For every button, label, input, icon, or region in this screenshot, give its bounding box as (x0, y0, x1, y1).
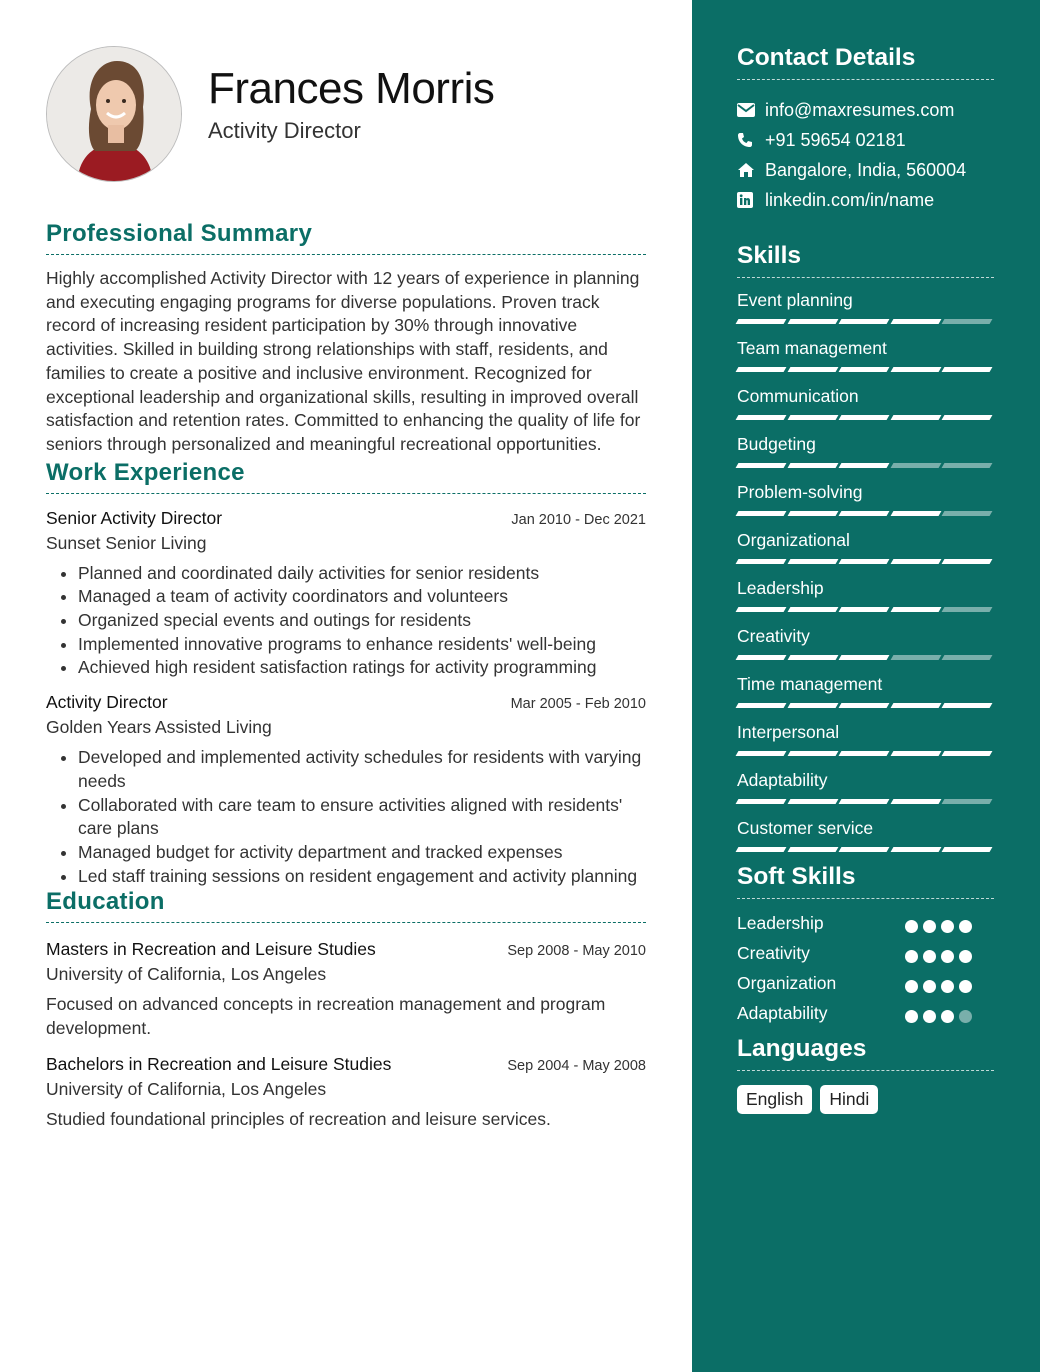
contact-phone[interactable] (737, 125, 994, 155)
contact-title: Contact Details (737, 44, 994, 80)
skill-level-bars (737, 847, 994, 852)
soft-skills-list (737, 909, 994, 1029)
job-bullet: • Led staff training sessions on resident engagement and activity planning (78, 865, 646, 889)
contact-linkedin[interactable] (737, 185, 994, 215)
experience-section (46, 459, 646, 889)
contact-email[interactable] (737, 95, 994, 125)
skill-level-segment (942, 655, 992, 660)
skill-level-segment (787, 511, 837, 516)
soft-skill-dot (923, 980, 936, 993)
job-bullet: • Managed a team of activity coordinators and volunteers (78, 585, 646, 609)
skill-level-bars (737, 415, 994, 420)
summary-text: Highly accomplished Activity Director with 12 years of experience in planning and executing engaging programs for diverse populations. Proven track record of increasing resident participation by 30% through innovative activities. Skilled in building strong relationships with staff, residents, and families to create a positive and inclusive environment. Recognized for exceptional leadership and organizational skills, resulting in improved overall satisfaction and retention rates. Committed to enhancing the quality of life for seniors through personalized and meaningful recreational opportunities. (46, 268, 641, 454)
skill-level-segment (839, 607, 889, 612)
job-bullet: • Managed budget for activity department and tracked expenses (78, 841, 646, 865)
soft-skill-dot (941, 980, 954, 993)
skills-section (737, 242, 994, 852)
languages-list (737, 1085, 994, 1114)
skill-item (737, 816, 994, 852)
soft-skill-dots (905, 1007, 985, 1028)
degree-title: Masters in Recreation and Leisure Studies (46, 939, 376, 960)
skill-level-segment (942, 559, 992, 564)
experience-title: Work Experience (46, 459, 646, 494)
languages-section (737, 1035, 994, 1114)
job-bullet: • Developed and implemented activity schedules for residents with varying needs (78, 746, 646, 793)
skill-level-bars (737, 799, 994, 804)
skill-level-segment (787, 847, 837, 852)
skill-level-segment (787, 559, 837, 564)
skill-name: Event planning (737, 290, 853, 310)
soft-skill-dot (905, 980, 918, 993)
skill-level-segment (736, 463, 786, 468)
skill-level-segment (942, 799, 992, 804)
skill-level-segment (890, 511, 940, 516)
skill-level-segment (787, 655, 837, 660)
education-date: Sep 2004 - May 2008 (507, 1058, 646, 1075)
skill-item (737, 336, 994, 372)
job-bullet: • Collaborated with care team to ensure activities aligned with residents' care plans (78, 794, 646, 841)
skill-name: Communication (737, 386, 859, 406)
skill-level-segment (839, 511, 889, 516)
skill-level-segment (839, 703, 889, 708)
skill-level-segment (839, 367, 889, 372)
soft-skill-dot (941, 950, 954, 963)
skill-level-bars (737, 319, 994, 324)
skill-level-segment (890, 847, 940, 852)
skill-name: Creativity (737, 626, 810, 646)
skill-name: Time management (737, 674, 883, 694)
linkedin-text: linkedin.com/in/name (765, 189, 935, 210)
summary-title: Professional Summary (46, 220, 646, 255)
skill-level-segment (942, 463, 992, 468)
skill-level-segment (736, 559, 786, 564)
job-title: Activity Director (46, 692, 168, 713)
skill-level-segment (890, 655, 940, 660)
education-desc: Focused on advanced concepts in recreation management and program development. (46, 994, 606, 1038)
school-name: University of California, Los Angeles (46, 1079, 327, 1100)
skill-level-segment (890, 799, 940, 804)
skill-item (737, 576, 994, 612)
skill-level-segment (942, 703, 992, 708)
soft-skill-dots (905, 917, 985, 938)
skill-level-segment (942, 415, 992, 420)
skill-level-segment (942, 847, 992, 852)
job-date: Jan 2010 - Dec 2021 (511, 511, 646, 528)
profile-photo-icon (47, 47, 182, 182)
skill-level-segment (890, 559, 940, 564)
soft-skill-dot (923, 1010, 936, 1023)
education-title: Education (46, 888, 646, 923)
skill-level-segment (736, 847, 786, 852)
skill-level-segment (890, 607, 940, 612)
soft-skill-item (737, 999, 994, 1029)
skill-level-segment (890, 319, 940, 324)
skill-name: Customer service (737, 818, 874, 838)
soft-skills-section (737, 863, 994, 1029)
skills-list (737, 288, 994, 852)
skill-level-bars (737, 463, 994, 468)
skill-level-bars (737, 703, 994, 708)
school-name: University of California, Los Angeles (46, 964, 327, 985)
education-entry (46, 1054, 646, 1132)
job-date: Mar 2005 - Feb 2010 (510, 696, 646, 713)
soft-skill-dots (905, 947, 985, 968)
job-bullet: • Implemented innovative programs to enhance residents' well-being (78, 633, 646, 657)
skill-name: Problem-solving (737, 482, 863, 502)
skill-level-segment (736, 415, 786, 420)
contact-section (737, 44, 994, 215)
skill-level-segment (787, 367, 837, 372)
education-section (46, 888, 646, 1132)
job-entry (46, 508, 646, 681)
summary-section (46, 220, 646, 457)
education-entry (46, 939, 646, 1040)
soft-skills-title: Soft Skills (737, 863, 994, 899)
home-icon (737, 162, 765, 178)
skill-name: Budgeting (737, 434, 816, 454)
language-chip: English (737, 1085, 812, 1114)
skill-level-segment (839, 847, 889, 852)
soft-skill-dot (923, 950, 936, 963)
soft-skill-dots (905, 977, 985, 998)
soft-skill-name: Organization (737, 973, 837, 993)
job-bullet: • Achieved high resident satisfaction ratings for activity programming (78, 656, 646, 680)
soft-skill-dot (959, 920, 972, 933)
soft-skill-name: Creativity (737, 943, 810, 963)
skill-level-bars (737, 751, 994, 756)
skill-level-segment (839, 799, 889, 804)
skill-name: Leadership (737, 578, 824, 598)
soft-skill-dot (923, 920, 936, 933)
skill-level-segment (839, 319, 889, 324)
soft-skill-dot (959, 950, 972, 963)
soft-skill-dot (959, 980, 972, 993)
degree-title: Bachelors in Recreation and Leisure Studies (46, 1054, 392, 1075)
skill-level-segment (890, 751, 940, 756)
skill-level-segment (736, 799, 786, 804)
education-desc: Studied foundational principles of recreation and leisure services. (46, 1109, 551, 1130)
phone-text: +91 59654 02181 (765, 129, 906, 150)
job-title: Senior Activity Director (46, 507, 223, 528)
skill-level-segment (787, 607, 837, 612)
skill-level-segment (839, 463, 889, 468)
skill-level-bars (737, 559, 994, 564)
soft-skill-item (737, 939, 994, 969)
phone-icon (737, 132, 765, 148)
resume-header (46, 0, 646, 190)
skill-level-segment (890, 703, 940, 708)
skill-level-segment (736, 703, 786, 708)
skill-level-segment (736, 511, 786, 516)
soft-skill-dot (905, 920, 918, 933)
skill-item (737, 480, 994, 516)
skill-name: Adaptability (737, 770, 828, 790)
job-entry (46, 692, 646, 888)
soft-skill-dot (905, 950, 918, 963)
skill-level-bars (737, 511, 994, 516)
skill-level-segment (736, 319, 786, 324)
skill-level-segment (787, 751, 837, 756)
skill-level-segment (839, 751, 889, 756)
soft-skill-dot (905, 1010, 918, 1023)
skill-level-segment (942, 511, 992, 516)
skill-name: Interpersonal (737, 722, 840, 742)
soft-skill-item (737, 909, 994, 939)
skill-item (737, 672, 994, 708)
skill-level-segment (787, 463, 837, 468)
skill-level-segment (839, 415, 889, 420)
skill-level-segment (890, 415, 940, 420)
skill-name: Organizational (737, 530, 850, 550)
job-bullet: • Organized special events and outings for residents (78, 609, 646, 633)
envelope-icon (737, 103, 765, 117)
skill-level-segment (942, 607, 992, 612)
skill-level-segment (942, 367, 992, 372)
skills-title: Skills (737, 242, 994, 278)
soft-skill-name: Leadership (737, 913, 824, 933)
skill-level-segment (736, 607, 786, 612)
candidate-name: Frances Morris (208, 64, 495, 113)
skill-item (737, 384, 994, 420)
skill-level-segment (787, 799, 837, 804)
linkedin-icon (737, 192, 765, 208)
soft-skill-dot (941, 1010, 954, 1023)
skill-item (737, 528, 994, 564)
skill-item (737, 720, 994, 756)
avatar (46, 46, 182, 182)
job-bullet: • Planned and coordinated daily activities for senior residents (78, 562, 646, 586)
skill-level-segment (942, 751, 992, 756)
skill-level-segment (787, 703, 837, 708)
skill-level-segment (787, 319, 837, 324)
contact-address (737, 155, 994, 185)
address-text: Bangalore, India, 560004 (765, 159, 967, 180)
languages-title: Languages (737, 1035, 994, 1071)
skill-name: Team management (737, 338, 887, 358)
skill-level-segment (839, 655, 889, 660)
job-org: Sunset Senior Living (46, 532, 207, 553)
sidebar (692, 0, 1040, 1372)
skill-level-segment (839, 559, 889, 564)
soft-skill-dot (959, 1010, 972, 1023)
skill-level-segment (787, 415, 837, 420)
education-date: Sep 2008 - May 2010 (507, 943, 646, 960)
language-chip: Hindi (820, 1085, 878, 1114)
skill-level-bars (737, 607, 994, 612)
skill-level-bars (737, 655, 994, 660)
skill-item (737, 624, 994, 660)
skill-item (737, 288, 994, 324)
skill-level-segment (736, 655, 786, 660)
skill-level-segment (942, 319, 992, 324)
skill-level-bars (737, 367, 994, 372)
soft-skill-item (737, 969, 994, 999)
job-bullets (46, 746, 646, 888)
skill-level-segment (736, 367, 786, 372)
soft-skill-name: Adaptability (737, 1003, 828, 1023)
candidate-role: Activity Director (208, 118, 361, 143)
job-bullets (46, 562, 646, 681)
email-text: info@maxresumes.com (765, 99, 955, 120)
skill-level-segment (890, 463, 940, 468)
skill-item (737, 768, 994, 804)
job-org: Golden Years Assisted Living (46, 717, 272, 738)
soft-skill-dot (941, 920, 954, 933)
skill-level-segment (890, 367, 940, 372)
skill-item (737, 432, 994, 468)
skill-level-segment (736, 751, 786, 756)
